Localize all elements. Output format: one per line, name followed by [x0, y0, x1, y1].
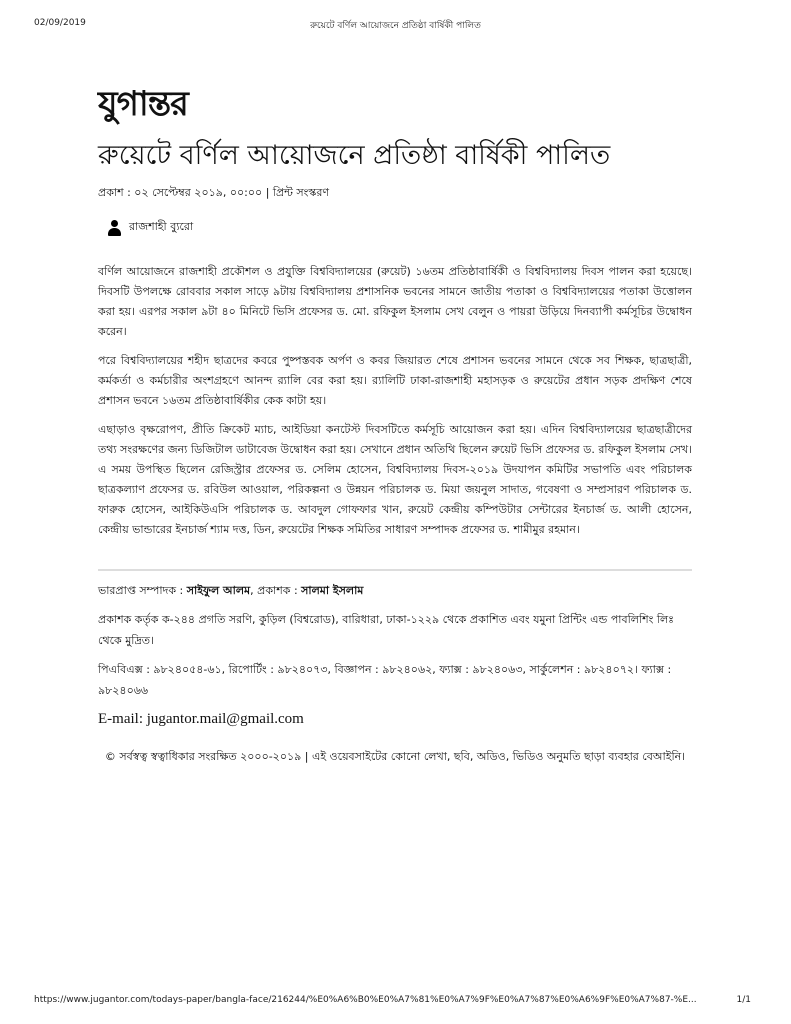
paragraph: পরে বিশ্ববিদ্যালয়ের শহীদ ছাত্রদের কবরে পুষ্পস্তবক অর্পণ ও কবর জিয়ারত শেষে প্রশাসন ভবনের সামনে থেকে সব শিক্ষক, ছাত্রছাত্রী, কর্মকর্তা ও কর্মচারীর অংশগ্রহণে আনন্দ র‌্যালি বের করা হয়। র‌্যালিটি ঢাকা-রাজশাহী মহাসড়ক ও রুয়েটের প্রধান সড়ক প্রদক্ষিণ শেষে প্রশাসন ভবনে ১৬তম প্রতিষ্ঠাবার্ষিকীর কেক কাটা হয়। [98, 354, 692, 407]
print-page-title: রুয়েটে বর্ণিল আয়োজনে প্রতিষ্ঠা বার্ষিকী পালিত [310, 21, 481, 31]
paragraph: এছাড়াও বৃক্ষরোপণ, প্রীতি ক্রিকেট ম্যাচ, আইডিয়া কনটেস্ট দিবসটিতে কর্মসূচি আয়োজন করা হয়। এদিন বিশ্ববিদ্যালয়ের ছাত্রছাত্রীদের তথ্য সংরক্ষণের জন্য ডিজিটাল ডাটাবেজ উদ্বোধন করা হয়। সেখানে প্রধান অতিথি ছিলেন রুয়েট ভিসি প্রফেসর ড. রফিকুল ইসলাম সেখ। এ সময় উপস্থিত ছিলেন রেজিস্ট্রার প্রফেসর ড. সেলিম হোসেন, বিশ্ববিদ্যালয় দিবস-২০১৯ উদযাপন কমিটির সভাপতি এবং পরিচালক ছাত্রকল্যাণ প্রফেসর ড. রবিউল আওয়াল, পরিকল্পনা ও উন্নয়ন পরিচালক ড. মিয়া জয়নুল সাদাত, গবেষণা ও সম্প্রসারণ পরিচালক ড. ফারুক হোসেন, আইকিউএসি পরিচালক ড. আবদুল গোফফার খান, রুয়েট কেন্দ্রীয় কম্পিউটার সেন্টারের ইনচার্জ ড. আলী হোসেন, কেন্দ্রীয় ভান্ডারের ইনচার্জ শ্যাম দত্ত, ডিন, রুয়েটের শিক্ষক সমিতির সাধারণ সম্পাদক প্রফেসর ড. শামীমুর রহমান। [98, 423, 692, 536]
author-name: রাজশাহী ব্যুরো [129, 220, 194, 233]
article-meta: প্রকাশ : ০২ সেপ্টেম্বর ২০১৯, ০০:০০ | প্রিন্ট সংস্করণ [98, 186, 330, 199]
phone-numbers: পিএবিএক্স : ৯৮২৪০৫৪-৬১, রিপোর্টিং : ৯৮২৪০৭৩, বিজ্ঞাপন : ৯৮২৪০৬২, ফ্যাক্স : ৯৮২৪০৬৩, সার্কুলেশন : ৯৮২৪০৭২। ফ্যাক্স : ৯৮২৪০৬৬ [98, 663, 672, 697]
editor-name: সাইফুল আলম [186, 584, 251, 597]
copyright: © সর্বস্বত্ব স্বত্বাধিকার সংরক্ষিত ২০০০-২০১৯ | এই ওয়েবসাইটের কোনো লেখা, ছবি, অডিও, ভিডিও অনুমতি ছাড়া ব্যবহার বেআইনি। [104, 750, 686, 763]
publisher-label: , প্রকাশক : [250, 584, 302, 597]
publisher-name: সালমা ইসলাম [301, 584, 364, 597]
email: E-mail: jugantor.mail@gmail.com [98, 711, 304, 727]
article-author [108, 218, 702, 237]
print-url: https://www.jugantor.com/todays-paper/bangla-face/216244/%E0%A6%B0%E0%A7%81%E0%A7%9F%E0%A7%87%E0%A6%9F%E0%A7%87-%E... [34, 995, 697, 1005]
editor-line [98, 580, 692, 601]
divider [98, 569, 692, 571]
site-footer [98, 580, 692, 775]
page-number: 1/1 [736, 995, 751, 1005]
jugantor-logo: যুগান্তর [98, 84, 188, 124]
user-icon [108, 220, 121, 236]
address: প্রকাশক কর্তৃক ক-২৪৪ প্রগতি সরণি, কুড়িল (বিশ্বরোড), বারিধারা, ঢাকা-১২২৯ থেকে প্রকাশিত এবং যমুনা প্রিন্টিং এন্ড পাবলিশিং লিঃ থেকে মুদ্রিত। [98, 613, 675, 647]
article-title: রুয়েটে বর্ণিল আয়োজনে প্রতিষ্ঠা বার্ষিকী পালিত [98, 140, 611, 171]
paragraph: বর্ণিল আয়োজনে রাজশাহী প্রকৌশল ও প্রযুক্তি বিশ্ববিদ্যালয়ের (রুয়েট) ১৬তম প্রতিষ্ঠাবার্ষিকী ও বিশ্ববিদ্যালয় দিবস পালন করা হয়েছে। দিবসটি উপলক্ষে রোববার সকাল সাড়ে ৯টায় বিশ্ববিদ্যালয় প্রশাসনিক ভবনের সামনে জাতীয় পতাকা ও বিশ্ববিদ্যালয়ের পতাকা উত্তোলন করা হয়। এরপর সকাল ৯টা ৪০ মিনিটে ভিসি প্রফেসর ড. মো. রফিকুল ইসলাম সেখ বেলুন ও পায়রা উড়িয়ে দিনব্যাপী কর্মসূচির উদ্বোধন করেন। [98, 265, 692, 338]
print-date: 02/09/2019 [34, 18, 86, 28]
editor-label: ভারপ্রাপ্ত সম্পাদক : [98, 584, 187, 597]
article-body [98, 262, 692, 549]
